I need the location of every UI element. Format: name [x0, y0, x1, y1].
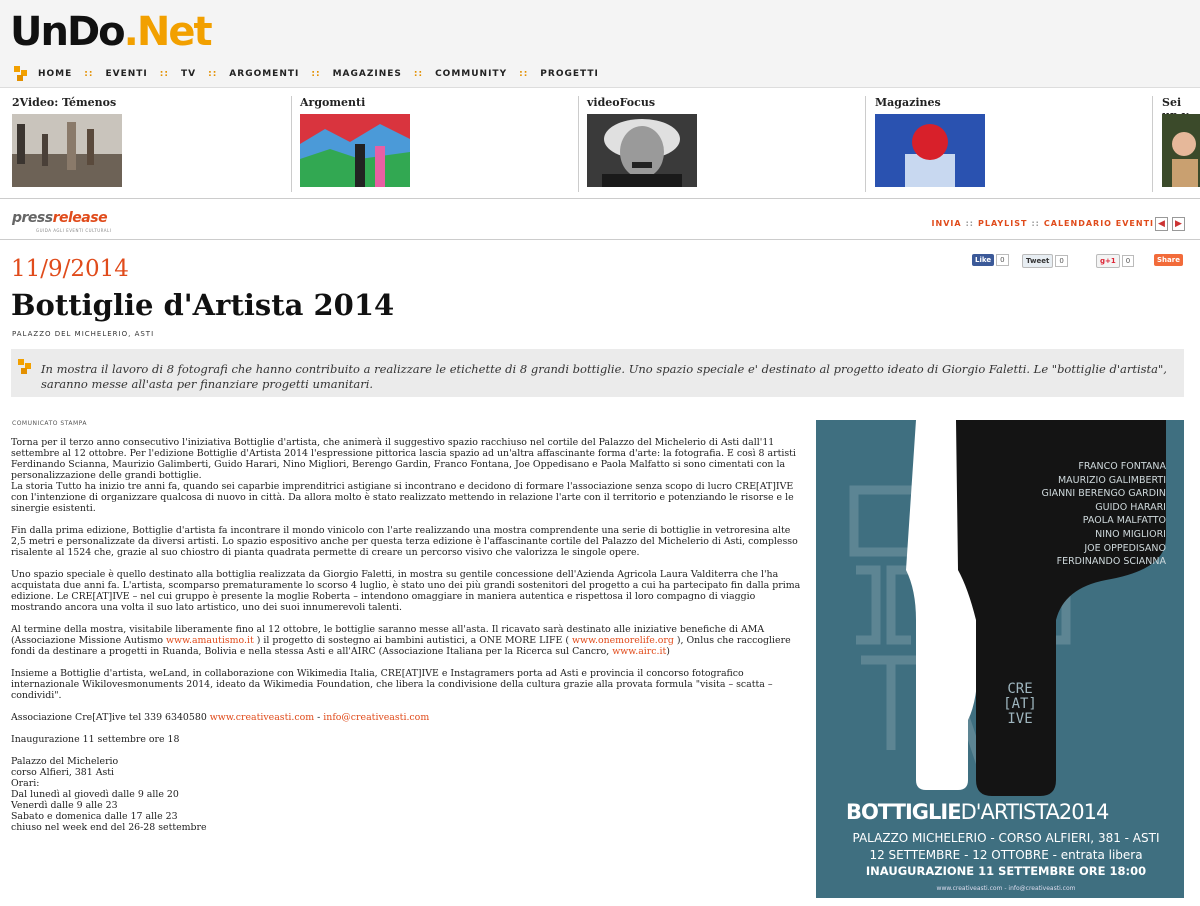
red-ball-bottle-photo[interactable]: [875, 114, 985, 187]
nav-home[interactable]: HOME: [38, 69, 73, 79]
paragraph-text: Torna per il terzo anno consecutivo l'iniziativa Bottiglie d'artista, che animerà il suggestivo spazio racchiuso nel cortile del Palazzo del Michelerio di Asti dall'11 settembre al 12 ottobre. Per l'edizione Bottiglie d'Artista 2014 l'espressione pittorica lascia spazio ad un'altra affascinante forma d'arte: la fotografia. E così 8 artisti Ferdinando Scianna, Maurizio Galimberti, Guido Harari, Nino Migliori, Berengo Gardin, Franco Fontana, Joe Oppedisano e Paola Malfatto si sono cimentati con la personalizzazione delle grandi bottiglie.: [11, 437, 796, 481]
contact-text: Associazione Cre[AT]ive tel 339 6340580: [11, 712, 210, 723]
nav-argomenti[interactable]: ARGOMENTI: [229, 69, 300, 79]
link-separator: ::: [965, 219, 974, 228]
brand-squares-icon: [18, 359, 34, 375]
logo-press: press: [12, 210, 53, 226]
einstein-portrait-photo[interactable]: [587, 114, 697, 187]
gplus-button[interactable]: g+1: [1096, 254, 1120, 268]
nav-eventi[interactable]: EVENTI: [105, 69, 148, 79]
link-playlist[interactable]: PLAYLIST: [977, 219, 1028, 228]
nav-separator: ::: [413, 69, 424, 79]
feature-argomenti[interactable]: [300, 96, 410, 187]
article-venue: PALAZZO DEL MICHELERIO, ASTI: [12, 330, 155, 338]
feature-title: Magazines: [875, 96, 941, 109]
photographer-name: GUIDO HARARI: [1095, 501, 1166, 513]
address-line: Orari:: [11, 778, 40, 789]
pressrelease-logo[interactable]: [12, 210, 107, 226]
address-line: Sabato e domenica dalle 17 alle 23: [11, 811, 178, 822]
comunicato-label: COMUNICATO STAMPA: [12, 420, 87, 427]
divider: [1152, 96, 1153, 192]
photographer-name: GIANNI BERENGO GARDIN: [1041, 488, 1166, 500]
pressrelease-links: [932, 219, 1154, 228]
paragraph: Uno spazio speciale è quello destinato alla bottiglia realizzata da Giorgio Faletti, in mostra su gentile concessione dell'Azienda Agricola Laura Valditerra che l'ha acquistata due anni fa. L'artista, scomparso prematuramente lo scorso 4 luglio, è stato uno dei più grandi sostenitori del progetto a cui ha partecipato fin dalla prima edizione. Le CRE[AT]IVE – nel cui gruppo è presente la moglie Roberta – intendono omaggiare in maniera autentica e rispettosa il loro compagno di viaggio mostrando ancora una volta il suo lato artistico, uno dei suoi innumerevoli talenti.: [11, 569, 801, 613]
address-block: [11, 756, 806, 833]
logo-line: [AT]: [1003, 696, 1037, 712]
photographer-name: MAURIZIO GALIMBERTI: [1057, 474, 1166, 486]
feature-video-temenos[interactable]: [12, 96, 122, 187]
colorful-mural-photo[interactable]: [300, 114, 410, 187]
link-onemorelife[interactable]: www.onemorelife.org: [572, 635, 674, 646]
event-poster[interactable]: [816, 420, 1184, 898]
poster-venue-line: PALAZZO MICHELERIO - CORSO ALFIERI, 381 - ASTI: [852, 831, 1160, 845]
feature-videofocus[interactable]: [587, 96, 697, 187]
tweet-count: 0: [1055, 255, 1067, 267]
photographer-name: FRANCO FONTANA: [1078, 461, 1166, 472]
link-airc[interactable]: www.airc.it: [612, 646, 667, 657]
share[interactable]: [1154, 254, 1183, 266]
nav-separator: ::: [84, 69, 94, 79]
address-line: Palazzo del Michelerio: [11, 756, 119, 767]
child-photo[interactable]: [1162, 114, 1200, 187]
photographer-name: NINO MIGLIORI: [1095, 528, 1166, 540]
poster-title: [846, 800, 1108, 824]
contact-line: [11, 712, 806, 723]
nav-community[interactable]: COMMUNITY: [435, 69, 508, 79]
contact-separator: -: [314, 712, 324, 723]
divider: [578, 96, 579, 192]
feature-strip: [0, 88, 1200, 199]
brand-squares-icon: [14, 66, 30, 82]
paragraph-text: ) il progetto di sostegno ai bambini autistici, a ONE MORE LIFE (: [253, 635, 573, 646]
poster-dates-line: 12 SETTEMBRE - 12 OTTOBRE - entrata libera: [869, 848, 1143, 862]
divider: [865, 96, 866, 192]
creative-logo: [986, 682, 1054, 727]
feature-magazines[interactable]: [875, 96, 985, 187]
feature-title: Argomenti: [300, 96, 366, 109]
article-body: [11, 437, 806, 844]
prev-arrow-icon[interactable]: ◀: [1155, 217, 1168, 231]
nav-separator: ::: [208, 69, 218, 79]
photographer-name: FERDINANDO SCIANNA: [1056, 556, 1166, 568]
poster-title-light: D'ARTISTA2014: [960, 800, 1109, 824]
divider: [291, 96, 292, 192]
pressrelease-bar: [0, 199, 1200, 240]
gplus-count: 0: [1122, 255, 1134, 267]
paragraph-text: ), Onlus che raccogliere fondi da destinare a progetti in Ruanda, Bolivia e nella stessa Asti e all'AIRC (Associazione Italiana per la Ricerca sul Cancro,: [11, 635, 791, 657]
facebook-like[interactable]: [972, 254, 1009, 266]
nav-separator: ::: [159, 69, 169, 79]
twitter-tweet[interactable]: [1022, 254, 1068, 268]
link-email[interactable]: info@creativeasti.com: [323, 712, 430, 723]
logo-part-undo: UnDo: [10, 9, 124, 55]
feature-title: Sei: [1162, 96, 1182, 109]
people-landscape-photo[interactable]: [12, 114, 122, 187]
link-amautismo[interactable]: www.amautismo.it: [166, 635, 254, 646]
nav-separator: ::: [519, 69, 529, 79]
next-arrow-icon[interactable]: ▶: [1172, 217, 1185, 231]
logo-part-net: .Net: [123, 9, 211, 55]
feature-title: 2Video: Témenos: [12, 96, 117, 109]
address-line: Venerdì dalle 9 alle 23: [11, 800, 118, 811]
photographer-list: [956, 460, 1166, 569]
summary-text: In mostra il lavoro di 8 fotografi che hanno contribuito a realizzare le etichette di 8 grandi bottiglie. Uno spazio speciale e' destinato al progetto ideato di Giorgio Faletti. Le "bottiglie d'artista", saranno messe all'asta per finanziare progetti umanitari.: [41, 362, 1167, 391]
logo-line: IVE: [1007, 711, 1033, 727]
inauguration-line: Inaugurazione 11 settembre ore 18: [11, 734, 180, 745]
nav-tv[interactable]: TV: [180, 69, 197, 79]
feature-sei-un[interactable]: [1162, 96, 1200, 187]
poster-title-bold: BOTTIGLIE: [846, 800, 961, 824]
feature-title: videoFocus: [587, 96, 656, 109]
logo-release: release: [52, 210, 108, 226]
pressrelease-subtitle: GUIDA AGLI EVENTI CULTURALI: [36, 228, 112, 233]
article-summary: [11, 349, 1184, 397]
tweet-button[interactable]: Tweet: [1022, 254, 1053, 268]
photographer-name: JOE OPPEDISANO: [1084, 542, 1166, 554]
paragraph-text: ): [666, 646, 670, 657]
link-calendario-eventi[interactable]: CALENDARIO EVENTI: [1043, 219, 1154, 228]
address-line: Dal lunedì al giovedì dalle 9 alle 20: [11, 789, 179, 800]
paragraph: [11, 624, 806, 657]
site-header: [0, 0, 1200, 88]
address-line: corso Alfieri, 381 Asti: [11, 767, 115, 778]
address-line: chiuso nel week end del 26-28 settembre: [11, 822, 207, 833]
link-invia[interactable]: INVIA: [931, 219, 962, 228]
share-button[interactable]: Share: [1154, 254, 1183, 266]
nav-magazines[interactable]: MAGAZINES: [332, 69, 402, 79]
photographer-name: PAOLA MALFATTO: [1082, 515, 1166, 527]
google-plus[interactable]: [1096, 254, 1134, 268]
paragraph: Fin dalla prima edizione, Bottiglie d'artista fa incontrare il mondo vinicolo con l'arte realizzando una mostra comprendente una serie di bottiglie in vetroresina alte 2,5 metri e personalizzate da diversi artisti. Lo spazio espositivo anche per questa terza edizione è l'affascinante cortile del Palazzo del Michelerio di Asti, complesso risalente al 1524 che, grazie al suo chiostro di pianta quadrata permette di creare un percorso visivo che valorizza le singole opere.: [11, 525, 798, 558]
paragraph-text: Al termine della mostra, visitabile liberamente fino al 12 ottobre, le bottiglie saranno messe all'asta. Il ricavato sarà destinato alle iniziative benefiche di AMA (Associazione Missione Autismo: [11, 624, 765, 646]
article-date: 11/9/2014: [11, 256, 129, 282]
paragraph: [11, 437, 806, 514]
site-logo[interactable]: [10, 8, 211, 56]
link-creativeasti[interactable]: www.creativeasti.com: [209, 712, 315, 723]
main-nav: [14, 66, 599, 82]
link-separator: ::: [1031, 219, 1040, 228]
like-count: 0: [996, 254, 1008, 266]
paragraph: Insieme a Bottiglie d'artista, weLand, in collaborazione con Wikimedia Italia, CRE[AT]IVE e Instagramers porta ad Asti e provincia il concorso fotografico internazionale Wikilovesmonuments 2014, ideato da Wikimedia Foundation, che libera la condivisione della cultura grazie alla provata formula "visita – scatta – condividi".: [11, 668, 773, 701]
nav-progetti[interactable]: PROGETTI: [540, 69, 599, 79]
poster-footer: www.creativeasti.com - info@creativeasti.com: [936, 885, 1076, 892]
like-button[interactable]: Like: [972, 254, 994, 266]
article-title: Bottiglie d'Artista 2014: [11, 288, 395, 322]
logo-line: CRE: [1007, 681, 1033, 697]
nav-separator: ::: [311, 69, 321, 79]
paragraph-text: La storia Tutto ha inizio tre anni fa, quando sei caparbie imprenditrici astigiane si incontrano e decidono di formare l'associazione senza scopo di lucro CRE[AT]IVE con l'intenzione di organizzare qualcosa di nuovo in città. Da allora molto è stato realizzato mettendo in relazione l'arte con il territorio e potenziando le risorse e le sinergie esistenti.: [11, 481, 794, 514]
poster-inauguration-line: INAUGURAZIONE 11 SETTEMBRE ORE 18:00: [865, 864, 1147, 878]
